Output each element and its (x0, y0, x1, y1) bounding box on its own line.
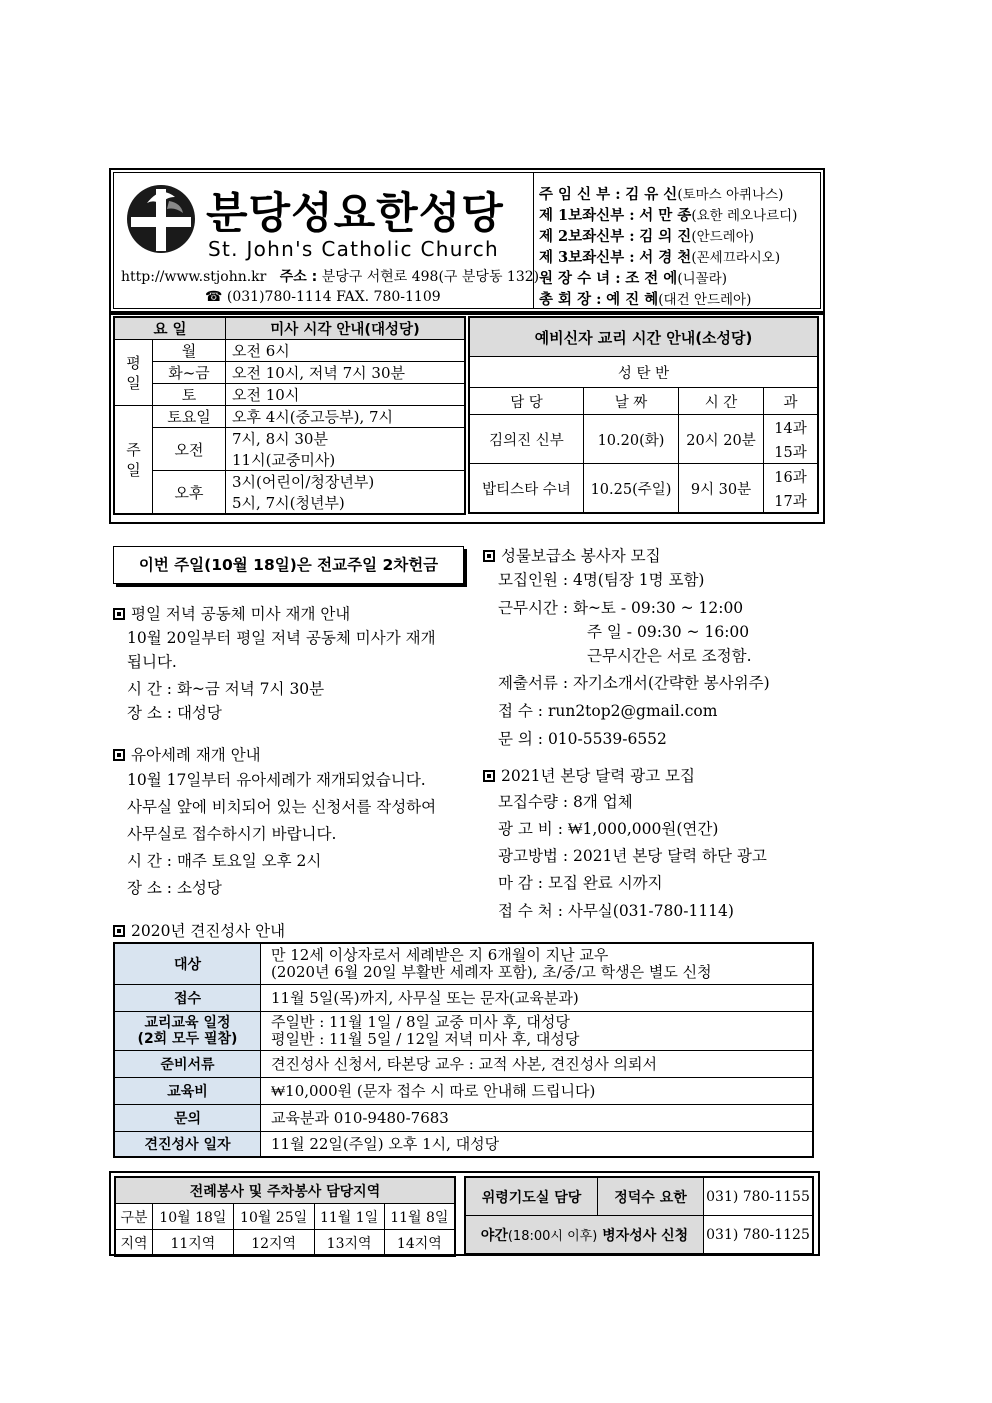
catechumen-title: 예비신자 교리 시간 안내(소성당) (469, 317, 818, 357)
col-time-header: 미사 시각 안내(대성당) (226, 317, 466, 340)
conf-key: 접수 (114, 985, 261, 1012)
clergy-row: 제 2보좌신부 : 김 의 진(안드레아) (539, 228, 755, 245)
cat-date: 10.20(화) (584, 415, 679, 464)
mass-schedule-table (113, 316, 466, 515)
cat-lesson: 17과 (764, 488, 819, 513)
sunday-label: 주 일 (114, 406, 153, 515)
conf-value: 주일반 : 11월 1일 / 8일 교중 미사 후, 대성당 평일반 : 11월 5일 / 12일 저녁 미사 후, 대성당 (261, 1012, 814, 1051)
infant-baptism-title: 유아세례 재개 안내 (113, 743, 261, 765)
infant-baptism-text: 사무실로 접수하시기 바랍니다. (127, 825, 337, 843)
prayer-name: 정덕수 요한 (598, 1177, 704, 1216)
region-cell: 10월 18일 (153, 1204, 234, 1230)
clergy-row: 총 회 장 : 예 진 혜(대건 안드레아) (539, 291, 752, 308)
ad-qty: 모집수량 : 8개 업체 (498, 793, 633, 811)
col-day-header: 요 일 (114, 317, 226, 340)
phone-line (205, 289, 441, 305)
day-cell: 오전 (153, 428, 226, 471)
evening-mass-time: 시 간 : 화~금 저녁 7시 30분 (127, 680, 325, 698)
church-name-en: St. John's Catholic Church (208, 237, 500, 261)
address-text: 분당구 서현로 498(구 분당동 132) (321, 269, 540, 285)
region-cell: 11월 8일 (384, 1204, 455, 1230)
region-cell: 지역 (115, 1230, 153, 1257)
catechumen-table (468, 316, 819, 514)
church-name-ko: 분당성요한성당 (206, 189, 504, 239)
evening-mass-title: 평일 저녁 공동체 미사 재개 안내 (113, 602, 350, 624)
volunteer-email: 접 수 : run2top2@gmail.com (498, 702, 718, 720)
website-link[interactable]: http://www.stjohn.kr (121, 269, 267, 285)
cat-lesson: 15과 (764, 439, 819, 464)
sick-sacrament-label: 야간(18:00시 이후) 병자성사 신청 (465, 1216, 704, 1255)
region-cell: 13지역 (314, 1230, 384, 1257)
calendar-ad-title: 2021년 본당 달력 광고 모집 (483, 764, 695, 786)
sick-sacrament-phone: 031) 780-1125 (704, 1216, 814, 1255)
volunteer-docs: 제출서류 : 자기소개서(간략한 봉사위주) (498, 674, 770, 692)
cat-header: 시 간 (679, 388, 764, 415)
cat-lesson: 14과 (764, 415, 819, 440)
cat-person: 밥티스타 수녀 (469, 464, 584, 514)
region-cell: 구분 (115, 1204, 153, 1230)
region-cell: 14지역 (384, 1230, 455, 1257)
prayer-phone: 031) 780-1155 (704, 1177, 814, 1216)
conf-value: 만 12세 이상자로서 세례받은 지 6개월이 지난 교우 (2020년 6월 20일 부활반 세례자 포함), 초/중/고 학생은 별도 신청 (261, 943, 814, 985)
volunteer-title: 성물보급소 봉사자 모집 (483, 544, 661, 566)
phone-icon: ☎ (205, 289, 223, 305)
bullet-icon (483, 550, 495, 562)
cat-header: 과 (764, 388, 819, 415)
infant-baptism-time: 시 간 : 매주 토요일 오후 2시 (127, 852, 322, 870)
region-title: 전례봉사 및 주차봉사 담당지역 (115, 1177, 455, 1204)
special-collection-notice: 이번 주일(10월 18일)은 전교주일 2차헌금 (113, 546, 464, 584)
time-cell: 오전 6시 (226, 340, 466, 362)
conf-key: 문의 (114, 1105, 261, 1132)
cat-header: 담 당 (469, 388, 584, 415)
prayer-label: 위령기도실 담당 (465, 1177, 598, 1216)
ad-method: 광고방법 : 2021년 본당 달력 하단 광고 (498, 847, 767, 865)
conf-value: 11월 22일(주일) 오후 1시, 대성당 (261, 1132, 814, 1158)
clergy-row: 제 3보좌신부 : 서 경 천(꼰세끄라시오) (539, 249, 781, 266)
clergy-row: 원 장 수 녀 : 조 전 에(니꼴라) (539, 270, 727, 287)
ad-deadline: 마 감 : 모집 완료 시까지 (498, 874, 663, 892)
conf-key: 교리교육 일정 (2회 모두 필참) (114, 1012, 261, 1051)
volunteer-hours: 근무시간 : 화~토 - 09:30 ~ 12:00 (498, 599, 744, 617)
conf-value: 교육분과 010-9480-7683 (261, 1105, 814, 1132)
day-cell: 오후 (153, 471, 226, 515)
address-label: 주소 : (279, 269, 318, 285)
cat-lesson: 16과 (764, 464, 819, 489)
conf-key: 대상 (114, 943, 261, 985)
confirmation-table (113, 942, 814, 1158)
conf-value: ₩10,000원 (문자 접수 시 따로 안내해 드립니다) (261, 1078, 814, 1105)
time-cell: 오전 10시, 저녁 7시 30분 (226, 362, 466, 384)
time-cell: 오전 10시 (226, 384, 466, 406)
infant-baptism-text: 사무실 앞에 비치되어 있는 신청서를 작성하여 (127, 798, 437, 816)
volunteer-hours: 주 일 - 09:30 ~ 16:00 (587, 623, 750, 641)
infant-baptism-text: 10월 17일부터 유아세례가 재개되었습니다. (127, 771, 426, 789)
conf-value: 11월 5일(목)까지, 사무실 또는 문자(교육분과) (261, 985, 814, 1012)
header-divider (533, 172, 534, 309)
cat-date: 10.25(주일) (584, 464, 679, 514)
phone-fax: (031)780-1114 FAX. 780-1109 (226, 289, 441, 305)
region-cell: 11월 1일 (314, 1204, 384, 1230)
cat-header: 날 짜 (584, 388, 679, 415)
conf-key: 견진성사 일자 (114, 1132, 261, 1158)
bullet-icon (113, 608, 125, 620)
conf-key: 준비서류 (114, 1051, 261, 1078)
time-cell: 11시(교중미사) (226, 449, 466, 471)
class-name: 성 탄 반 (469, 357, 818, 388)
time-cell: 7시, 8시 30분 (226, 428, 466, 450)
region-table (114, 1176, 456, 1257)
region-cell: 12지역 (233, 1230, 314, 1257)
evening-mass-place: 장 소 : 대성당 (127, 704, 222, 722)
prayer-table (464, 1176, 814, 1255)
address-line (121, 266, 539, 286)
conf-key: 교육비 (114, 1078, 261, 1105)
day-cell: 화~금 (153, 362, 226, 384)
infant-baptism-place: 장 소 : 소성당 (127, 879, 222, 897)
evening-mass-text: 10월 20일부터 평일 저녁 공동체 미사가 재개 (127, 629, 436, 647)
day-cell: 토요일 (153, 406, 226, 428)
weekday-label: 평 일 (114, 340, 153, 406)
cat-person: 김의진 신부 (469, 415, 584, 464)
church-logo-icon (125, 183, 197, 255)
ad-fee: 광 고 비 : ₩1,000,000원(연간) (498, 820, 719, 838)
volunteer-hours: 근무시간은 서로 조정함. (587, 647, 752, 665)
time-cell: 5시, 7시(청년부) (226, 492, 466, 514)
confirmation-title: 2020년 견진성사 안내 (113, 919, 285, 941)
bullet-icon (483, 770, 495, 782)
cat-time: 20시 20분 (679, 415, 764, 464)
ad-office: 접 수 처 : 사무실(031-780-1114) (498, 902, 734, 920)
cat-time: 9시 30분 (679, 464, 764, 514)
region-cell: 11지역 (153, 1230, 234, 1257)
evening-mass-text: 됩니다. (127, 653, 177, 671)
time-cell: 3시(어린이/청장년부) (226, 471, 466, 493)
volunteer-contact: 문 의 : 010-5539-6552 (498, 730, 667, 748)
volunteer-recruit: 모집인원 : 4명(팀장 1명 포함) (498, 571, 705, 589)
time-cell: 오후 4시(중고등부), 7시 (226, 406, 466, 428)
day-cell: 월 (153, 340, 226, 362)
region-cell: 10월 25일 (233, 1204, 314, 1230)
bullet-icon (113, 925, 125, 937)
clergy-row: 주 임 신 부 : 김 유 신(토마스 아퀴나스) (539, 186, 784, 203)
day-cell: 토 (153, 384, 226, 406)
clergy-row: 제 1보좌신부 : 서 만 종(요한 레오나르디) (539, 207, 798, 224)
conf-value: 견진성사 신청서, 타본당 교우 : 교적 사본, 견진성사 의뢰서 (261, 1051, 814, 1078)
bullet-icon (113, 749, 125, 761)
